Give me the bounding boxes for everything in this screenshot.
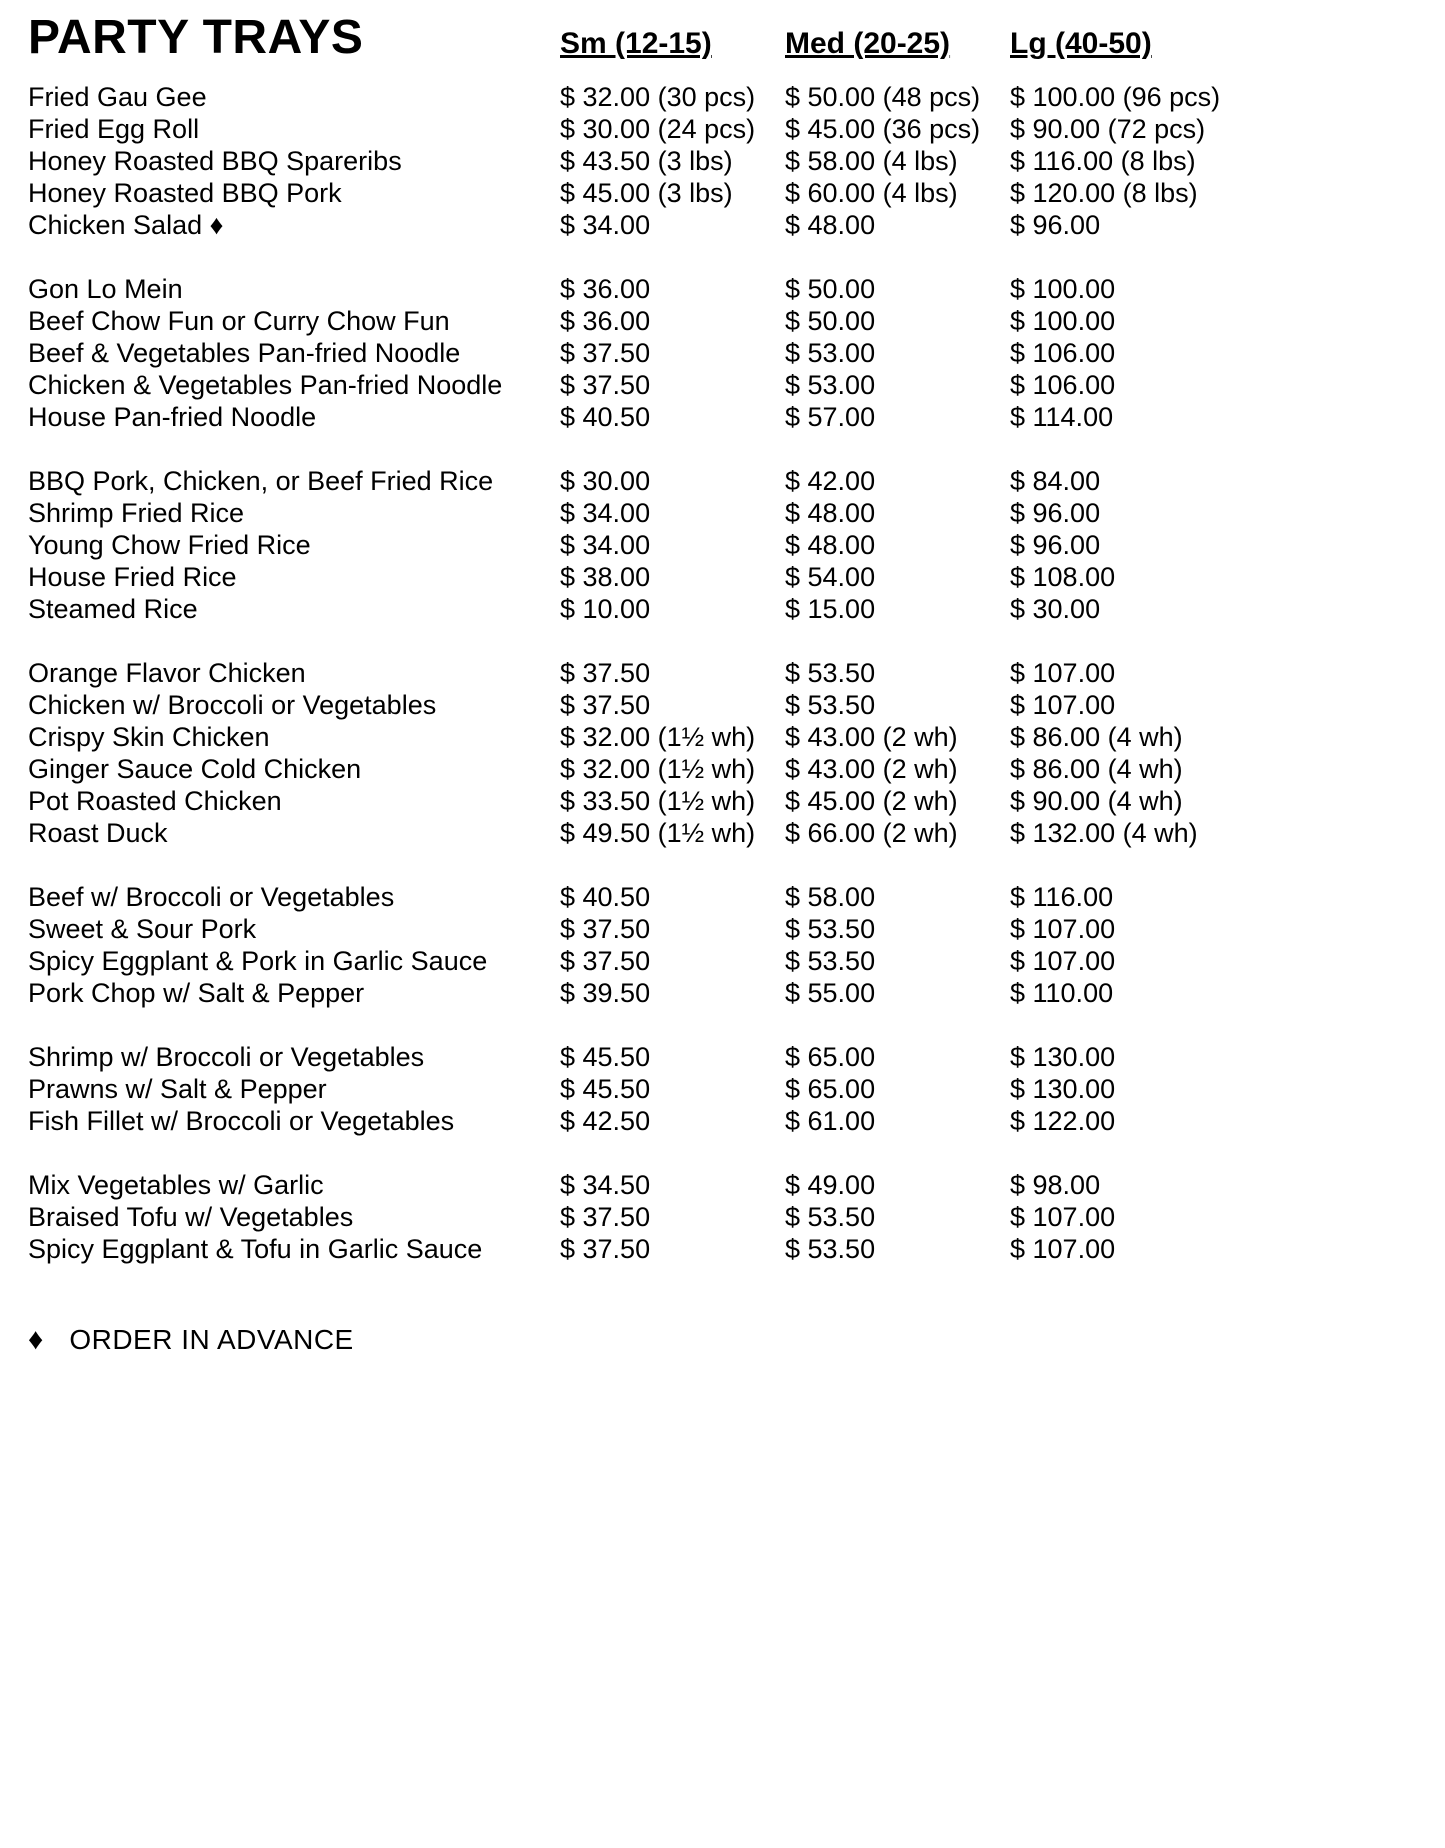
price-small: $ 45.50: [560, 1042, 651, 1072]
column-header-medium: Med (20-25): [785, 27, 951, 60]
menu-item-row: [28, 593, 1427, 625]
price-medium: $ 53.50: [785, 1202, 876, 1232]
menu-item-row: [28, 945, 1427, 977]
price-small: $ 34.00: [560, 498, 651, 528]
price-large: $ 110.00: [1010, 978, 1114, 1008]
item-name: Beef Chow Fun or Curry Chow Fun: [28, 306, 450, 336]
price-large: $ 107.00: [1010, 690, 1116, 720]
price-large: $ 116.00: [1010, 882, 1114, 912]
price-medium: $ 48.00: [785, 530, 876, 560]
price-medium: $ 58.00 (4 lbs): [785, 146, 958, 176]
price-medium: $ 53.50: [785, 914, 876, 944]
price-small: $ 40.50: [560, 882, 651, 912]
item-name: Spicy Eggplant & Pork in Garlic Sauce: [28, 946, 488, 976]
item-name: Ginger Sauce Cold Chicken: [28, 754, 362, 784]
item-name: Shrimp w/ Broccoli or Vegetables: [28, 1042, 425, 1072]
price-small: $ 37.50: [560, 338, 651, 368]
price-large: $ 90.00 (4 wh): [1010, 786, 1183, 816]
item-name: Fried Egg Roll: [28, 114, 200, 144]
price-medium: $ 65.00: [785, 1042, 876, 1072]
menu-group: [28, 1169, 1427, 1265]
price-small: $ 37.50: [560, 690, 651, 720]
price-small: $ 33.50 (1½ wh): [560, 786, 756, 816]
item-name: Honey Roasted BBQ Spareribs: [28, 146, 402, 176]
menu-item-row: [28, 81, 1427, 113]
price-large: $ 86.00 (4 wh): [1010, 754, 1183, 784]
item-name: House Pan-fried Noodle: [28, 402, 317, 432]
price-medium: $ 48.00: [785, 498, 876, 528]
item-name: Shrimp Fried Rice: [28, 498, 245, 528]
menu-group: [28, 881, 1427, 1009]
price-small: $ 37.50: [560, 370, 651, 400]
menu-item-row: [28, 721, 1427, 753]
price-large: $ 30.00: [1010, 594, 1101, 624]
price-medium: $ 45.00 (36 pcs): [785, 114, 981, 144]
menu-item-row: [28, 305, 1427, 337]
price-medium: $ 49.00: [785, 1170, 876, 1200]
item-name: Braised Tofu w/ Vegetables: [28, 1202, 354, 1232]
price-medium: $ 60.00 (4 lbs): [785, 178, 958, 208]
menu-group: [28, 657, 1427, 849]
price-large: $ 132.00 (4 wh): [1010, 818, 1198, 848]
price-small: $ 10.00: [560, 594, 651, 624]
price-small: $ 38.00: [560, 562, 651, 592]
price-medium: $ 50.00 (48 pcs): [785, 82, 981, 112]
menu-item-row: [28, 465, 1427, 497]
price-medium: $ 43.00 (2 wh): [785, 722, 958, 752]
price-large: $ 86.00 (4 wh): [1010, 722, 1183, 752]
item-name: Sweet & Sour Pork: [28, 914, 257, 944]
menu-item-row: [28, 497, 1427, 529]
price-medium: $ 42.00: [785, 466, 876, 496]
price-medium: $ 65.00: [785, 1074, 876, 1104]
price-small: $ 34.00: [560, 530, 651, 560]
price-small: $ 42.50: [560, 1106, 651, 1136]
menu-item-row: [28, 1041, 1427, 1073]
item-name: BBQ Pork, Chicken, or Beef Fried Rice: [28, 466, 494, 496]
price-small: $ 39.50: [560, 978, 651, 1008]
price-large: $ 96.00: [1010, 530, 1101, 560]
menu-item-row: [28, 1073, 1427, 1105]
item-name: Honey Roasted BBQ Pork: [28, 178, 342, 208]
price-small: $ 32.00 (30 pcs): [560, 82, 756, 112]
menu-item-row: [28, 881, 1427, 913]
price-small: $ 37.50: [560, 1202, 651, 1232]
price-large: $ 98.00: [1010, 1170, 1101, 1200]
item-name: Roast Duck: [28, 818, 168, 848]
price-large: $ 107.00: [1010, 658, 1116, 688]
price-small: $ 45.00 (3 lbs): [560, 178, 733, 208]
item-name: Crispy Skin Chicken: [28, 722, 270, 752]
price-small: $ 49.50 (1½ wh): [560, 818, 756, 848]
menu-item-row: [28, 369, 1427, 401]
price-small: $ 45.50: [560, 1074, 651, 1104]
price-large: $ 116.00 (8 lbs): [1010, 146, 1196, 176]
menu-item-row: [28, 977, 1427, 1009]
price-small: $ 36.00: [560, 274, 651, 304]
price-small: $ 30.00 (24 pcs): [560, 114, 756, 144]
diamond-icon: ♦: [28, 1323, 44, 1356]
column-header-large: Lg (40-50): [1010, 27, 1152, 60]
item-name: Orange Flavor Chicken: [28, 658, 306, 688]
item-name: Beef & Vegetables Pan-fried Noodle: [28, 338, 461, 368]
price-medium: $ 45.00 (2 wh): [785, 786, 958, 816]
menu-item-row: [28, 401, 1427, 433]
menu-item-row: [28, 817, 1427, 849]
menu-item-row: [28, 113, 1427, 145]
order-in-advance-note: [28, 1323, 1427, 1357]
price-large: $ 90.00 (72 pcs): [1010, 114, 1206, 144]
item-name: Beef w/ Broccoli or Vegetables: [28, 882, 395, 912]
price-large: $ 108.00: [1010, 562, 1116, 592]
price-large: $ 106.00: [1010, 338, 1116, 368]
menu-item-row: [28, 273, 1427, 305]
item-name: Spicy Eggplant & Tofu in Garlic Sauce: [28, 1234, 483, 1264]
item-name: Mix Vegetables w/ Garlic: [28, 1170, 324, 1200]
price-medium: $ 53.50: [785, 946, 876, 976]
item-name: Pot Roasted Chicken: [28, 786, 282, 816]
price-large: $ 106.00: [1010, 370, 1116, 400]
price-large: $ 107.00: [1010, 946, 1116, 976]
price-small: $ 32.00 (1½ wh): [560, 722, 756, 752]
item-name: Steamed Rice: [28, 594, 198, 624]
price-medium: $ 53.50: [785, 690, 876, 720]
price-medium: $ 57.00: [785, 402, 876, 432]
price-medium: $ 50.00: [785, 306, 876, 336]
price-large: $ 120.00 (8 lbs): [1010, 178, 1198, 208]
price-medium: $ 53.50: [785, 658, 876, 688]
item-name: Prawns w/ Salt & Pepper: [28, 1074, 327, 1104]
price-small: $ 37.50: [560, 914, 651, 944]
menu-group: [28, 81, 1427, 241]
price-small: $ 30.00: [560, 466, 651, 496]
price-medium: $ 53.50: [785, 1234, 876, 1264]
price-medium: $ 15.00: [785, 594, 876, 624]
price-small: $ 37.50: [560, 946, 651, 976]
menu-item-row: [28, 145, 1427, 177]
price-small: $ 32.00 (1½ wh): [560, 754, 756, 784]
menu-item-row: [28, 753, 1427, 785]
menu-item-row: [28, 177, 1427, 209]
item-name: Gon Lo Mein: [28, 274, 183, 304]
menu-item-row: [28, 913, 1427, 945]
price-small: $ 37.50: [560, 658, 651, 688]
price-medium: $ 55.00: [785, 978, 876, 1008]
price-large: $ 122.00: [1010, 1106, 1116, 1136]
page-title: PARTY TRAYS: [28, 11, 364, 64]
item-name: Chicken w/ Broccoli or Vegetables: [28, 690, 437, 720]
price-large: $ 100.00: [1010, 274, 1116, 304]
price-large: $ 100.00: [1010, 306, 1116, 336]
menu-group: [28, 465, 1427, 625]
menu-item-row: [28, 1233, 1427, 1265]
price-large: $ 107.00: [1010, 1234, 1116, 1264]
price-medium: $ 53.00: [785, 370, 876, 400]
menu-item-row: [28, 529, 1427, 561]
price-small: $ 34.00: [560, 210, 651, 240]
menu-body: [28, 81, 1427, 1265]
price-medium: $ 43.00 (2 wh): [785, 754, 958, 784]
menu-item-row: [28, 657, 1427, 689]
price-large: $ 96.00: [1010, 210, 1101, 240]
item-name: Young Chow Fried Rice: [28, 530, 311, 560]
menu-item-row: [28, 1169, 1427, 1201]
price-small: $ 37.50: [560, 1234, 651, 1264]
menu-group: [28, 1041, 1427, 1137]
menu-group: [28, 273, 1427, 433]
price-small: $ 36.00: [560, 306, 651, 336]
price-large: $ 96.00: [1010, 498, 1101, 528]
menu-item-row: [28, 337, 1427, 369]
price-small: $ 34.50: [560, 1170, 651, 1200]
price-medium: $ 48.00: [785, 210, 876, 240]
price-large: $ 107.00: [1010, 1202, 1116, 1232]
price-medium: $ 61.00: [785, 1106, 876, 1136]
price-large: $ 130.00: [1010, 1042, 1116, 1072]
price-medium: $ 66.00 (2 wh): [785, 818, 958, 848]
price-small: $ 43.50 (3 lbs): [560, 146, 733, 176]
item-name: Fish Fillet w/ Broccoli or Vegetables: [28, 1106, 455, 1136]
price-small: $ 40.50: [560, 402, 651, 432]
menu-item-row: [28, 1105, 1427, 1137]
price-large: $ 114.00: [1010, 402, 1114, 432]
item-name: Chicken & Vegetables Pan-fried Noodle: [28, 370, 503, 400]
column-header-small: Sm (12-15): [560, 27, 712, 60]
price-medium: $ 54.00: [785, 562, 876, 592]
menu-header-row: [28, 10, 1427, 65]
price-medium: $ 53.00: [785, 338, 876, 368]
item-name: House Fried Rice: [28, 562, 237, 592]
price-large: $ 107.00: [1010, 914, 1116, 944]
item-name: Chicken Salad ♦: [28, 210, 224, 240]
order-in-advance-text: ORDER IN ADVANCE: [69, 1324, 354, 1355]
menu-item-row: [28, 1201, 1427, 1233]
price-large: $ 130.00: [1010, 1074, 1116, 1104]
price-large: $ 84.00: [1010, 466, 1101, 496]
menu-item-row: [28, 689, 1427, 721]
price-medium: $ 50.00: [785, 274, 876, 304]
item-name: Pork Chop w/ Salt & Pepper: [28, 978, 365, 1008]
menu-item-row: [28, 785, 1427, 817]
price-large: $ 100.00 (96 pcs): [1010, 82, 1221, 112]
menu-item-row: [28, 561, 1427, 593]
price-medium: $ 58.00: [785, 882, 876, 912]
item-name: Fried Gau Gee: [28, 82, 207, 112]
menu-item-row: [28, 209, 1427, 241]
